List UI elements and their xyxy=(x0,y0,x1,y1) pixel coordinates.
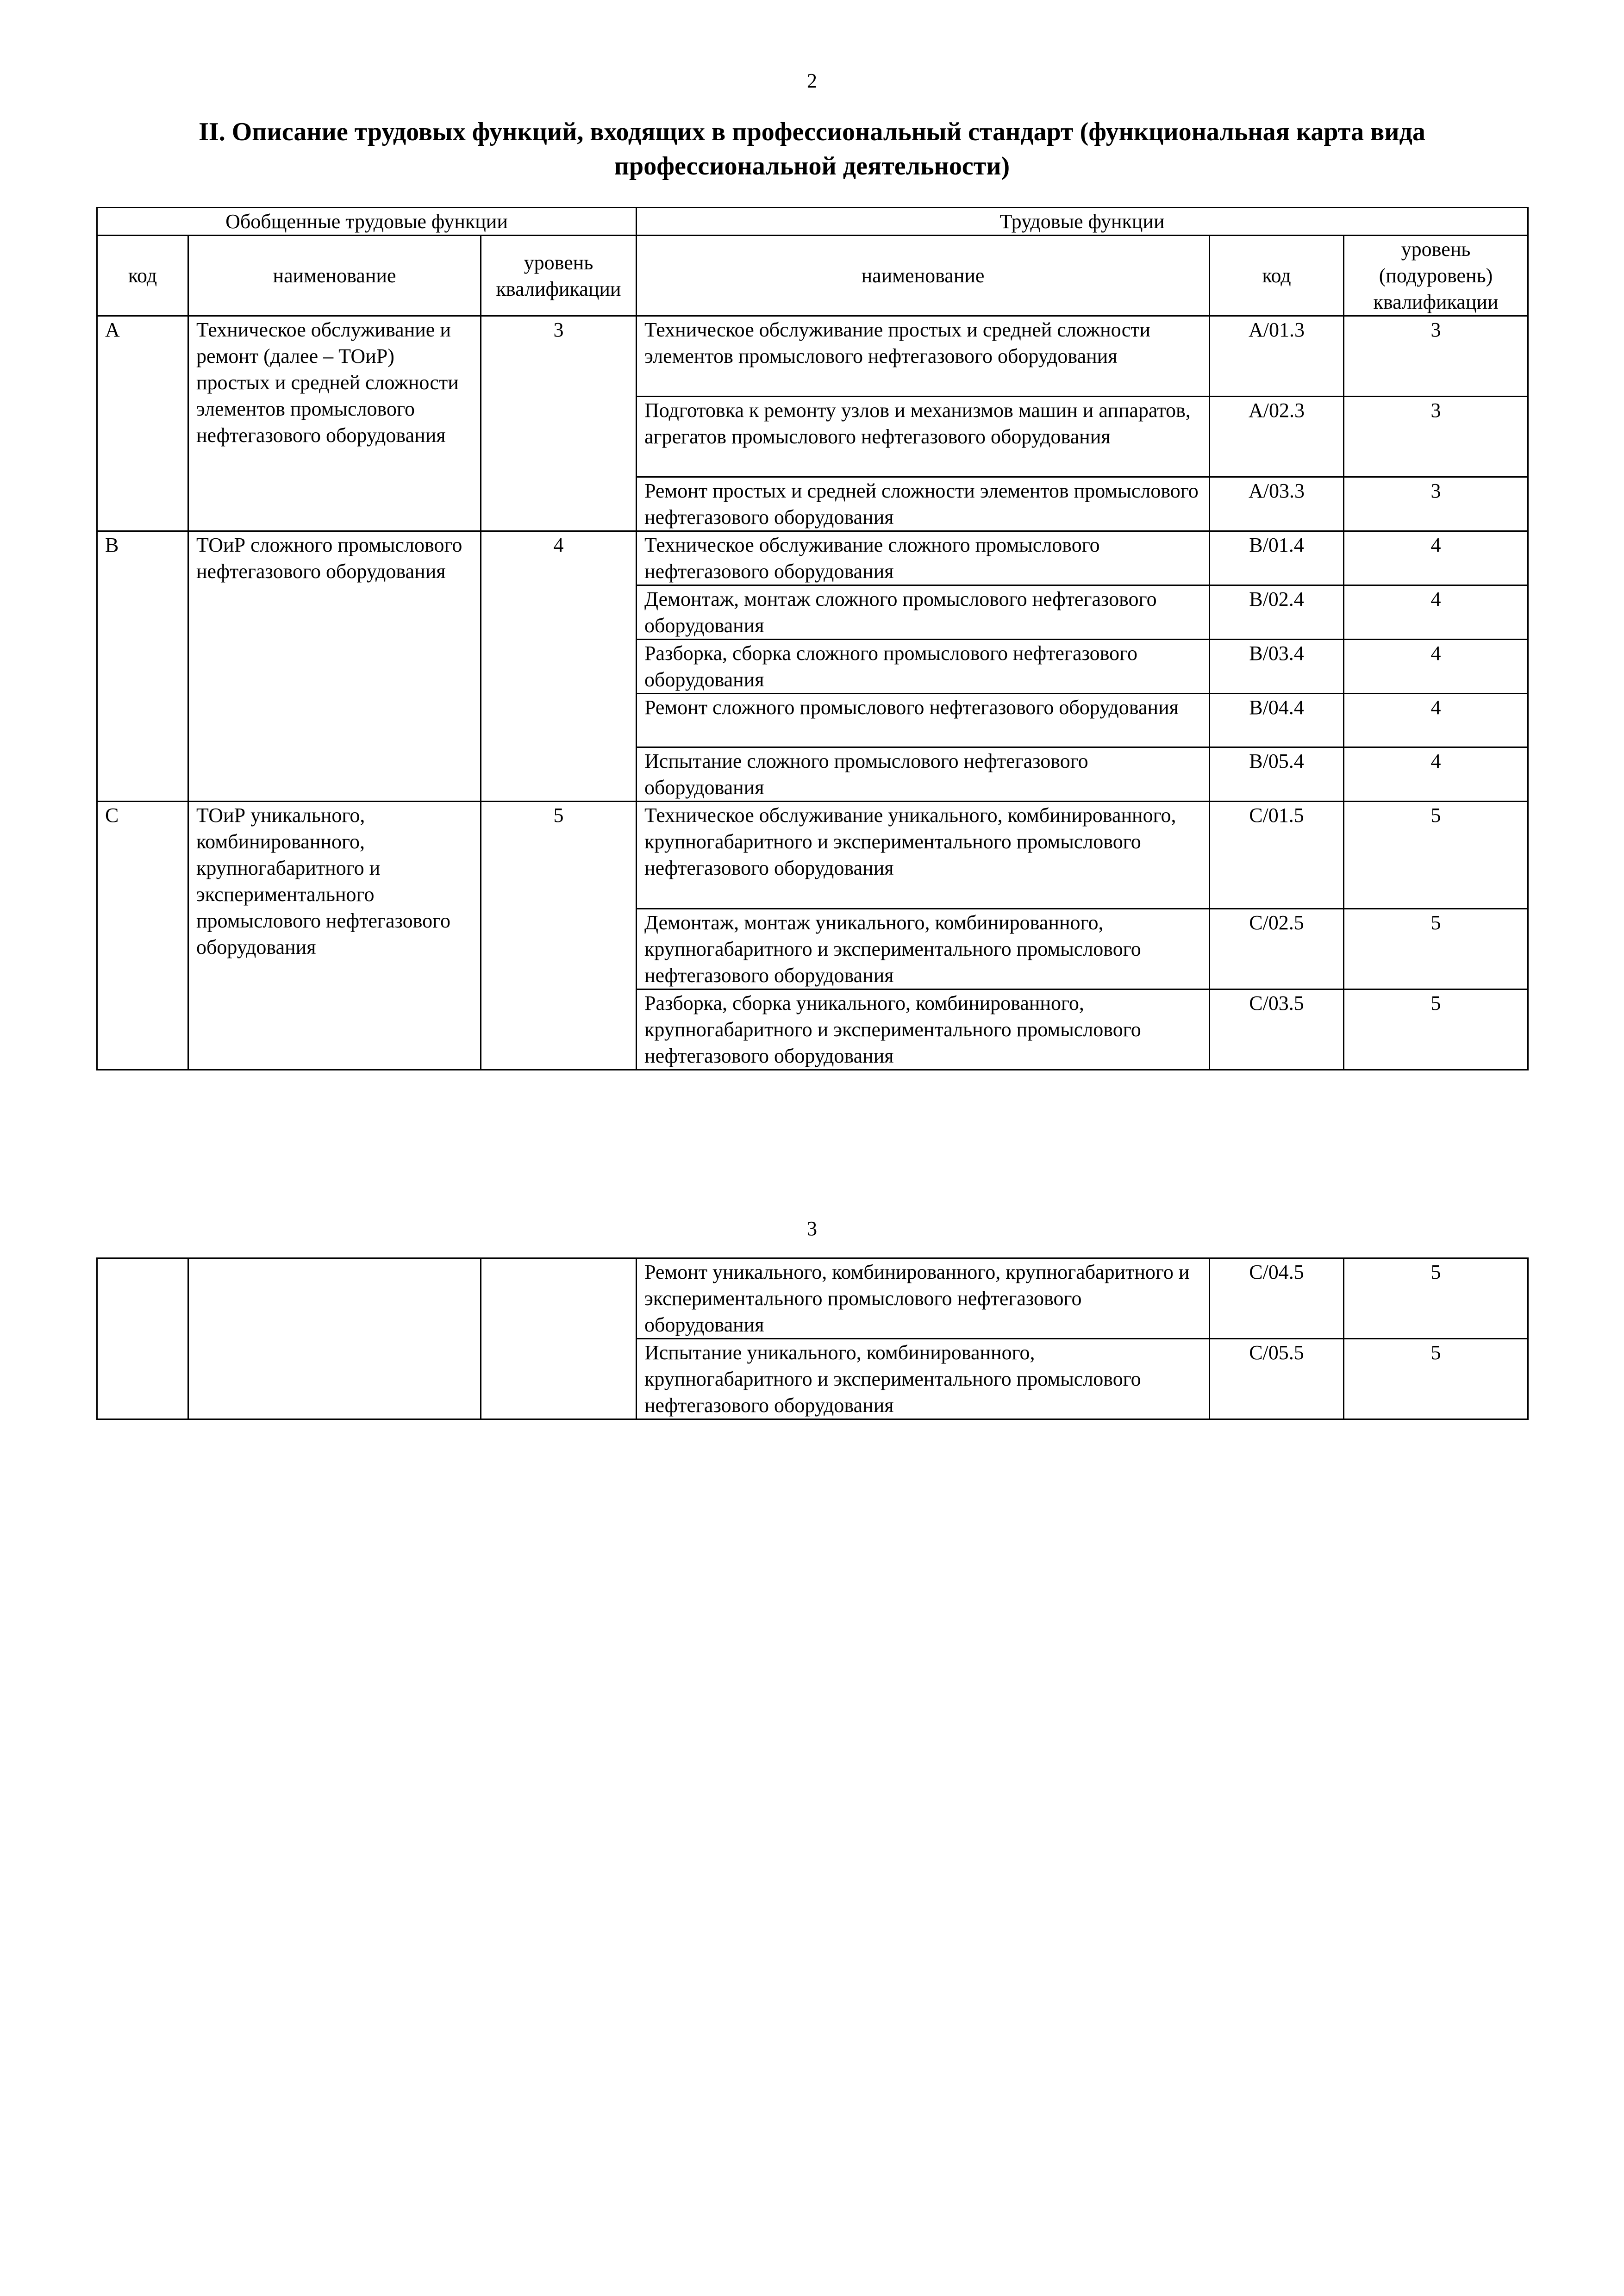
function-code: B/01.4 xyxy=(1210,531,1344,585)
function-name: Техническое обслуживание сложного промыслового нефтегазового оборудования xyxy=(637,531,1210,585)
group-header-row xyxy=(97,208,1528,236)
group-name: ТОиР сложного промыслового нефтегазового оборудования xyxy=(188,531,481,802)
function-level: 4 xyxy=(1344,640,1528,694)
function-code: C/05.5 xyxy=(1210,1339,1344,1419)
group-name: ТОиР уникального, комбинированного, крупногабаритного и экспериментального промыслового нефтегазового оборудования xyxy=(188,802,481,1070)
function-name: Ремонт уникального, комбинированного, крупногабаритного и экспериментального промыслового нефтегазового оборудования xyxy=(637,1258,1210,1339)
generalized-functions-header: Обобщенные трудовые функции xyxy=(97,208,637,236)
function-name: Техническое обслуживание простых и средней сложности элементов промыслового нефтегазового оборудования xyxy=(637,316,1210,397)
col-header-fn-code: код xyxy=(1210,236,1344,316)
function-code: A/01.3 xyxy=(1210,316,1344,397)
group-name xyxy=(188,1258,481,1419)
col-header-gen-name: наименование xyxy=(188,236,481,316)
function-code: C/03.5 xyxy=(1210,989,1344,1070)
labor-functions-header: Трудовые функции xyxy=(637,208,1528,236)
function-name: Техническое обслуживание уникального, комбинированного, крупногабаритного и экспериментального промыслового нефтегазового оборудования xyxy=(637,802,1210,909)
page-number: 2 xyxy=(807,69,817,92)
group-code: A xyxy=(97,316,188,531)
function-code: B/05.4 xyxy=(1210,747,1344,802)
function-code: B/03.4 xyxy=(1210,640,1344,694)
group-code xyxy=(97,1258,188,1419)
table-row xyxy=(97,802,1528,909)
table-row xyxy=(97,316,1528,397)
function-name: Подготовка к ремонту узлов и механизмов машин и аппаратов, агрегатов промыслового нефтегазового оборудования xyxy=(637,397,1210,477)
function-name: Демонтаж, монтаж сложного промыслового нефтегазового оборудования xyxy=(637,585,1210,640)
col-header-gen-code: код xyxy=(97,236,188,316)
table-row xyxy=(97,531,1528,585)
function-level: 5 xyxy=(1344,802,1528,909)
function-level: 4 xyxy=(1344,747,1528,802)
function-level: 4 xyxy=(1344,585,1528,640)
function-name: Испытание уникального, комбинированного, крупногабаритного и экспериментального промыслового нефтегазового оборудования xyxy=(637,1339,1210,1419)
group-level: 3 xyxy=(481,316,637,531)
page-number: 3 xyxy=(807,1217,817,1240)
function-level: 5 xyxy=(1344,989,1528,1070)
col-header-gen-level: уровень квалификации xyxy=(481,236,637,316)
group-level xyxy=(481,1258,637,1419)
function-code: C/02.5 xyxy=(1210,909,1344,989)
column-header-row xyxy=(97,236,1528,316)
group-name: Техническое обслуживание и ремонт (далее – ТОиР) простых и средней сложности элементов промыслового нефтегазового оборудования xyxy=(188,316,481,531)
function-name: Разборка, сборка сложного промыслового нефтегазового оборудования xyxy=(637,640,1210,694)
functional-map-table xyxy=(96,207,1529,1070)
section-heading: II. Описание трудовых функций, входящих в профессиональный стандарт (функциональная карта вида профессиональной деятельности) xyxy=(199,118,1425,180)
function-code: C/01.5 xyxy=(1210,802,1344,909)
function-name: Ремонт простых и средней сложности элементов промыслового нефтегазового оборудования xyxy=(637,477,1210,531)
function-name: Ремонт сложного промыслового нефтегазового оборудования xyxy=(637,694,1210,747)
function-code: C/04.5 xyxy=(1210,1258,1344,1339)
col-header-fn-name: наименование xyxy=(637,236,1210,316)
function-name: Демонтаж, монтаж уникального, комбинированного, крупногабаритного и экспериментального промыслового нефтегазового оборудования xyxy=(637,909,1210,989)
col-header-fn-level: уровень (подуровень) квалификации xyxy=(1344,236,1528,316)
group-code: C xyxy=(97,802,188,1070)
table-row xyxy=(97,1258,1528,1339)
function-name: Испытание сложного промыслового нефтегазового оборудования xyxy=(637,747,1210,802)
function-code: A/03.3 xyxy=(1210,477,1344,531)
function-code: B/04.4 xyxy=(1210,694,1344,747)
function-level: 4 xyxy=(1344,694,1528,747)
function-name: Разборка, сборка уникального, комбинированного, крупногабаритного и экспериментального промыслового нефтегазового оборудования xyxy=(637,989,1210,1070)
group-level: 5 xyxy=(481,802,637,1070)
function-level: 3 xyxy=(1344,397,1528,477)
function-code: A/02.3 xyxy=(1210,397,1344,477)
group-level: 4 xyxy=(481,531,637,802)
function-level: 5 xyxy=(1344,1339,1528,1419)
functional-map-table-continuation xyxy=(96,1257,1529,1420)
function-level: 5 xyxy=(1344,1258,1528,1339)
function-level: 4 xyxy=(1344,531,1528,585)
function-code: B/02.4 xyxy=(1210,585,1344,640)
function-level: 3 xyxy=(1344,316,1528,397)
function-level: 3 xyxy=(1344,477,1528,531)
group-code: B xyxy=(97,531,188,802)
function-level: 5 xyxy=(1344,909,1528,989)
